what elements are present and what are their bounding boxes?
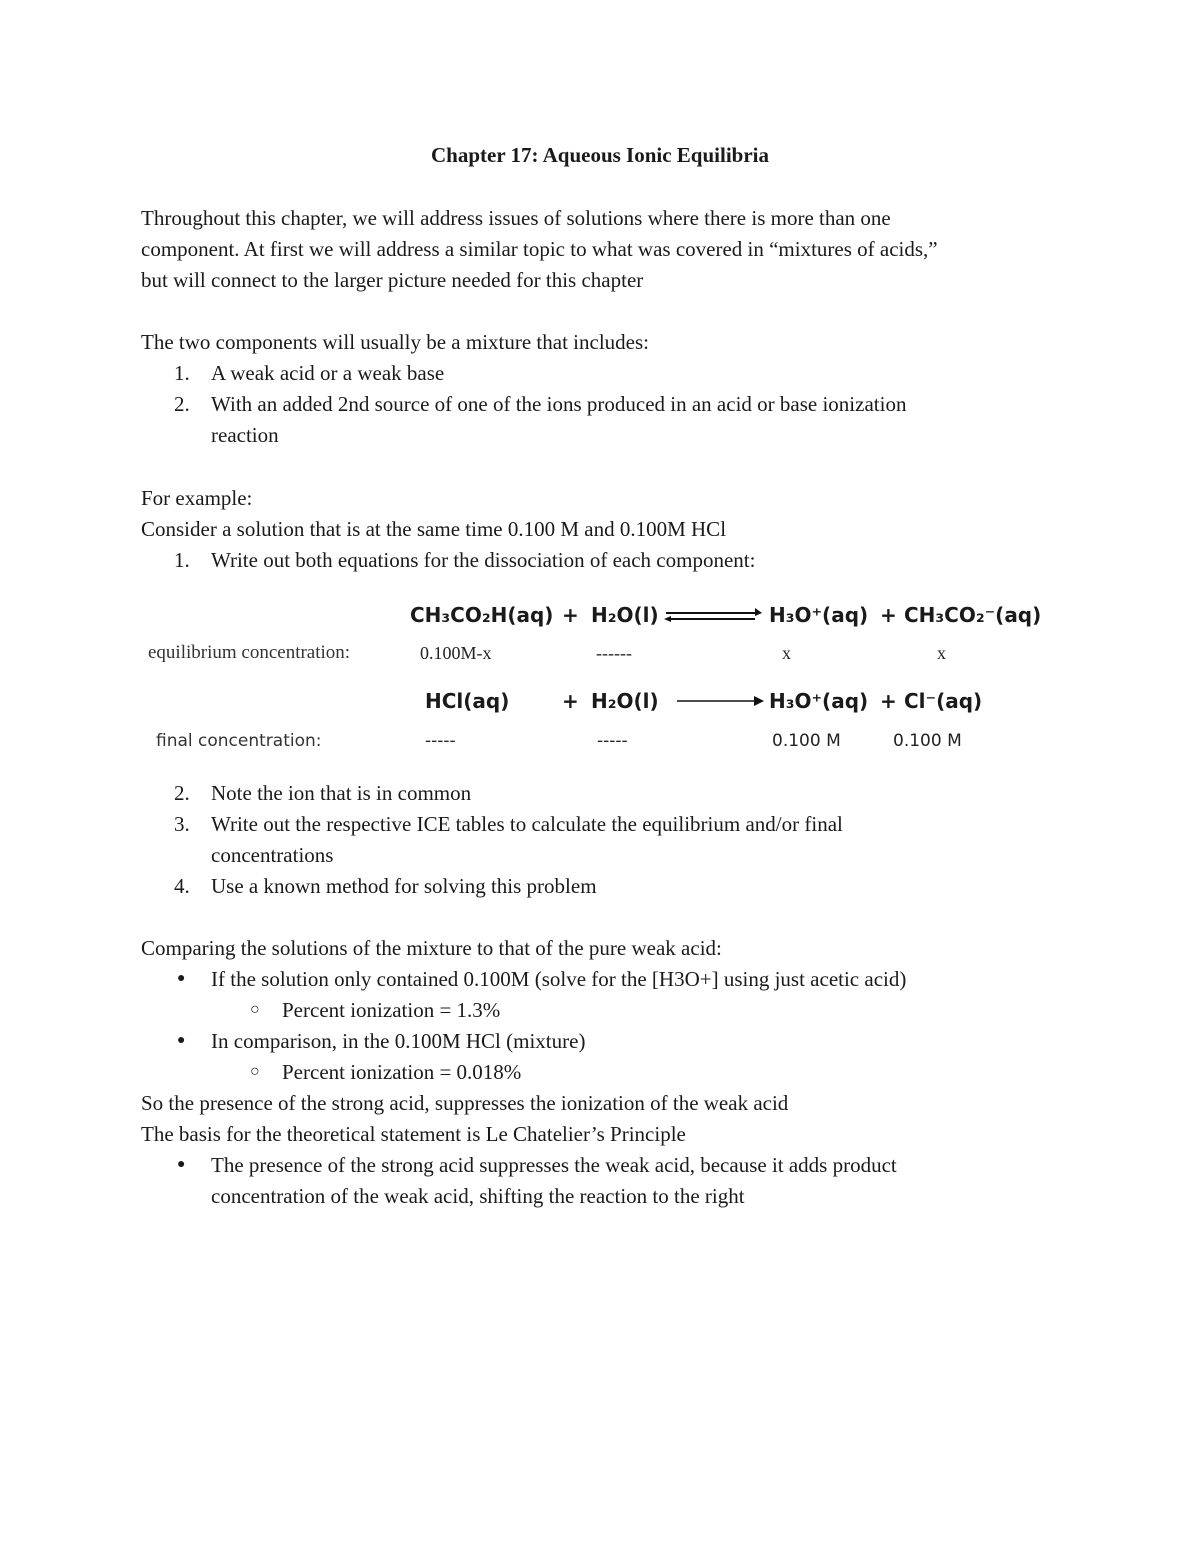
comparison-lead: Comparing the solutions of the mixture to that of the pure weak acid:: [141, 936, 722, 960]
eq2-value: -----: [425, 731, 456, 751]
eq2-product-1: H₃O⁺(aq): [769, 689, 869, 713]
example-consider: Consider a solution that is at the same time 0.100 M and 0.100M HCl: [141, 517, 727, 541]
intro-line-3: but will connect to the larger picture needed for this chapter: [141, 268, 644, 292]
basis-text: The basis for the theoretical statement is Le Chatelier’s Principle: [141, 1122, 686, 1146]
eq2-value: -----: [597, 731, 628, 751]
list-item: With an added 2nd source of one of the ions produced in an acid or base ionization: [211, 392, 907, 416]
eq2-plus: +: [880, 689, 897, 713]
eq2-plus: +: [562, 689, 579, 713]
bullet-icon: ●: [177, 1157, 186, 1172]
eq2-reactant-2: H₂O(l): [591, 689, 659, 713]
eq1-value: x: [937, 643, 946, 663]
bullet-item: In comparison, in the 0.100M HCl (mixture): [211, 1029, 586, 1053]
eq2-value: 0.100 M: [893, 731, 962, 751]
intro-line-1: Throughout this chapter, we will address issues of solutions where there is more than one: [141, 206, 891, 230]
components-lead: The two components will usually be a mixture that includes:: [141, 330, 649, 354]
list-number: 1.: [174, 361, 190, 385]
equilibrium-arrow-icon: [663, 606, 763, 626]
eq1-value: 0.100M-x: [420, 643, 492, 663]
example-lead: For example:: [141, 486, 253, 510]
eq1-product-2: CH₃CO₂⁻(aq): [904, 603, 1042, 627]
list-number: 1.: [174, 548, 190, 572]
bullet-icon: ●: [177, 1033, 186, 1048]
list-number: 3.: [174, 812, 190, 836]
eq1-reactant-1: CH₃CO₂H(aq): [410, 603, 554, 627]
intro-line-2: component. At first we will address a similar topic to what was covered in “mixtures of acids,”: [141, 237, 938, 261]
sub-bullet-icon: ○: [250, 1001, 260, 1018]
sub-bullet-item: Percent ionization = 0.018%: [282, 1060, 522, 1084]
bullet-icon: ●: [177, 971, 186, 986]
eq1-plus: +: [880, 603, 897, 627]
list-item: Write out both equations for the dissociation of each component:: [211, 548, 756, 572]
list-item: Note the ion that is in common: [211, 781, 472, 805]
page-title: Chapter 17: Aqueous Ionic Equilibria: [430, 143, 770, 167]
eq2-product-2: Cl⁻(aq): [904, 689, 983, 713]
list-number: 4.: [174, 874, 190, 898]
eq1-reactant-2: H₂O(l): [591, 603, 659, 627]
eq2-row-label: final concentration:: [156, 731, 322, 751]
sub-bullet-item: Percent ionization = 1.3%: [282, 998, 501, 1022]
reaction-arrow-icon: [676, 693, 766, 709]
eq1-value: x: [782, 643, 791, 663]
bullet-item-continued: concentration of the weak acid, shifting the reaction to the right: [211, 1184, 745, 1208]
eq2-reactant-1: HCl(aq): [425, 689, 510, 713]
eq1-row-label: equilibrium concentration:: [148, 642, 351, 663]
list-item-continued: concentrations: [211, 843, 334, 867]
list-number: 2.: [174, 781, 190, 805]
list-item: Use a known method for solving this problem: [211, 874, 597, 898]
eq2-value: 0.100 M: [772, 731, 841, 751]
list-item-continued: reaction: [211, 423, 279, 447]
eq1-plus: +: [562, 603, 579, 627]
list-item: Write out the respective ICE tables to calculate the equilibrium and/or final: [211, 812, 843, 836]
list-number: 2.: [174, 392, 190, 416]
list-item: A weak acid or a weak base: [211, 361, 445, 385]
bullet-item: The presence of the strong acid suppresses the weak acid, because it adds product: [211, 1153, 897, 1177]
bullet-item: If the solution only contained 0.100M (solve for the [H3O+] using just acetic acid): [211, 967, 907, 991]
conclusion-text: So the presence of the strong acid, suppresses the ionization of the weak acid: [141, 1091, 789, 1115]
eq1-product-1: H₃O⁺(aq): [769, 603, 869, 627]
eq1-value: ------: [596, 643, 632, 663]
sub-bullet-icon: ○: [250, 1063, 260, 1080]
